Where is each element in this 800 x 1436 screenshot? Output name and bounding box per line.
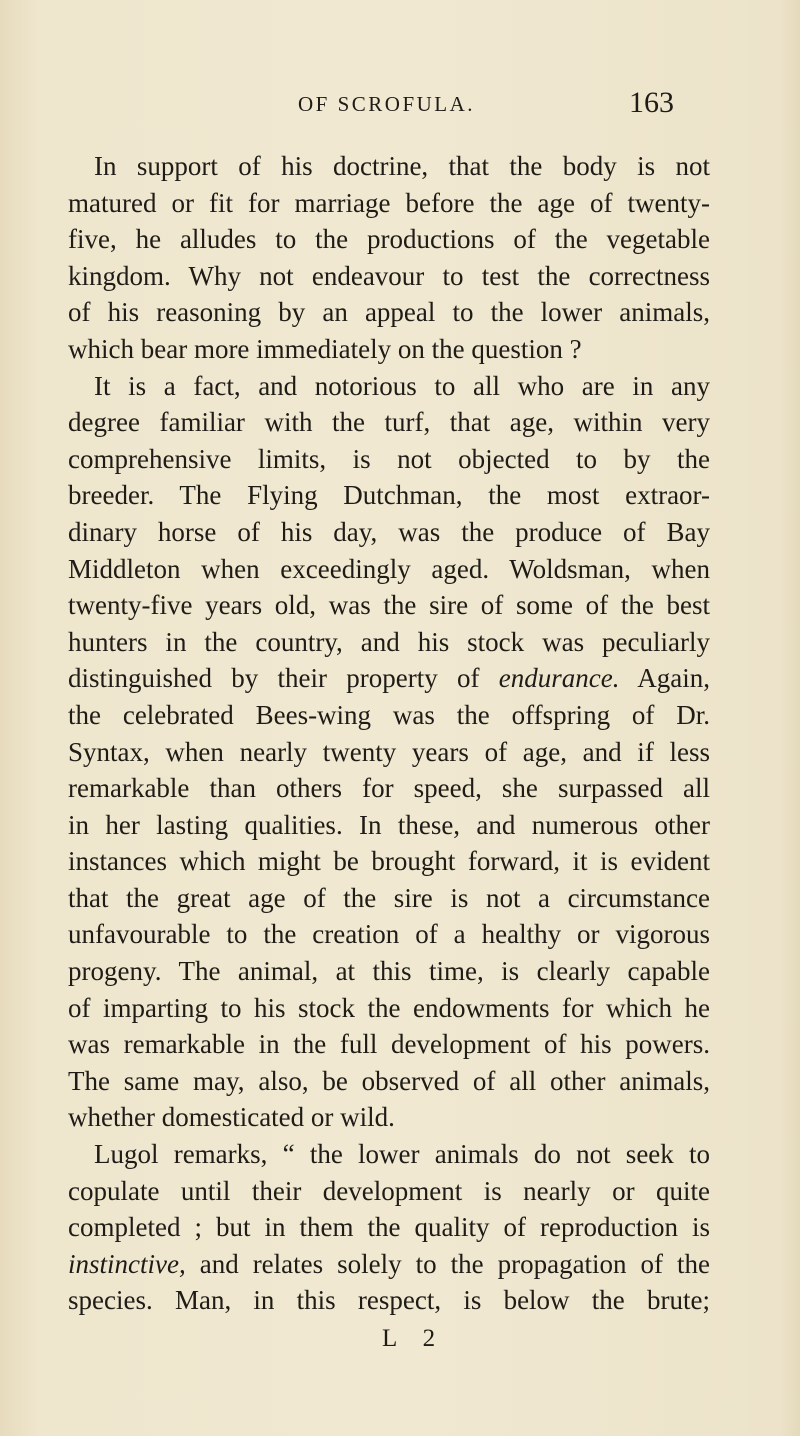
- text-line: [68, 660, 710, 697]
- text-segment: Again,: [637, 663, 710, 694]
- text-line: Syntax, when nearly twenty years of age, and if less: [68, 736, 710, 767]
- text-line: was remarkable in the full development of his powers.: [68, 1029, 710, 1060]
- text-line: Middleton when exceedingly aged. Woldsman, when: [68, 553, 710, 584]
- text-line: whether domesticated or wild.: [68, 1102, 395, 1133]
- text-line: species. Man, in this respect, is below the brute;: [68, 1285, 710, 1316]
- text-line: breeder. The Flying Dutchman, the most extraor-: [68, 480, 710, 511]
- text-line: kingdom. Why not endeavour to test the correctness: [68, 260, 710, 291]
- text-line: progeny. The animal, at this time, is clearly capable: [68, 956, 710, 987]
- text-line: Lugol remarks, “ the lower animals do not seek to: [94, 1139, 710, 1170]
- text-line: instances which might be brought forward, it is evident: [68, 846, 710, 877]
- running-head: OF SCROFULA.: [298, 92, 476, 116]
- page-header: [0, 86, 800, 126]
- text-line: In support of his doctrine, that the body is not: [94, 151, 710, 181]
- text-segment: and relates solely to the propagation of the: [199, 1248, 711, 1279]
- text-line: of his reasoning by an appeal to the lower animals,: [68, 297, 710, 328]
- body-text: [68, 148, 710, 1319]
- text-line: completed ; but in them the quality of reproduction is: [68, 1212, 710, 1243]
- signature-mark: L 2: [382, 1325, 446, 1352]
- text-line: comprehensive limits, is not objected to by the: [68, 443, 710, 474]
- text-segment: distinguished by their property of: [68, 663, 480, 694]
- text-line: the celebrated Bees-wing was the offspring of Dr.: [68, 699, 710, 730]
- page-number: 163: [629, 86, 674, 119]
- text-line: The same may, also, be observed of all other animals,: [68, 1065, 710, 1096]
- text-line: that the great age of the sire is not a circumstance: [68, 882, 710, 913]
- text-line: unfavourable to the creation of a healthy or vigorous: [68, 919, 710, 950]
- text-line: degree familiar with the turf, that age, within very: [68, 407, 710, 438]
- text-line: It is a fact, and notorious to all who are in any: [94, 370, 710, 401]
- text-line: which bear more immediately on the question ?: [68, 333, 582, 364]
- text-line: dinary horse of his day, was the produce of Bay: [68, 516, 710, 547]
- text-line: five, he alludes to the productions of the vegetable: [68, 224, 710, 255]
- text-line: copulate until their development is nearly or quite: [68, 1175, 710, 1206]
- text-line: twenty-five years old, was the sire of some of the best: [68, 590, 710, 621]
- text-line: [68, 1246, 710, 1283]
- text-line: hunters in the country, and his stock was peculiarly: [68, 626, 710, 657]
- text-line: of imparting to his stock the endowments for which he: [68, 992, 710, 1023]
- text-line: remarkable than others for speed, she surpassed all: [68, 773, 710, 804]
- text-line: matured or fit for marriage before the age of twenty-: [68, 187, 710, 218]
- text-line: in her lasting qualities. In these, and numerous other: [68, 809, 710, 840]
- italic-term-endurance: endurance.: [498, 663, 620, 694]
- italic-term-instinctive: instinctive,: [68, 1248, 186, 1279]
